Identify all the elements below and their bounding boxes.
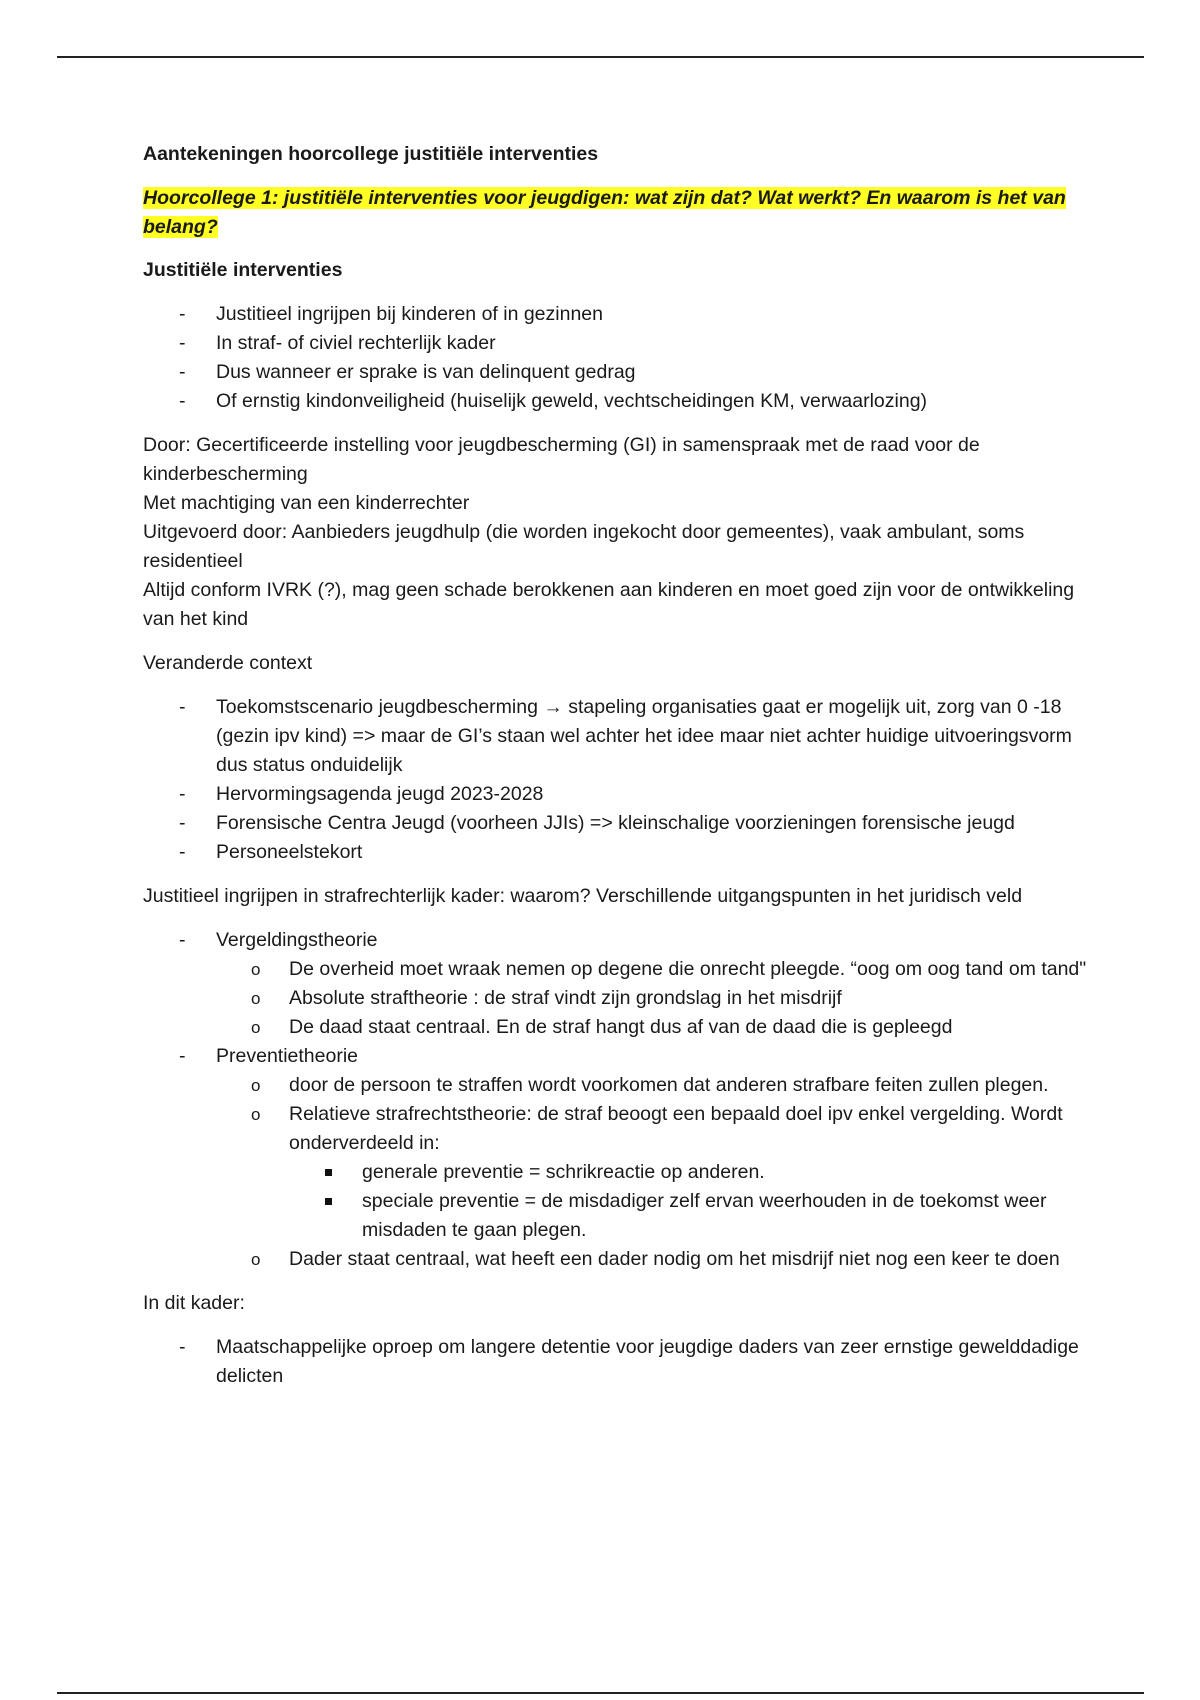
dash-marker: - — [179, 303, 186, 325]
document-title: Aantekeningen hoorcollege justitiële interventies — [143, 143, 599, 165]
circle-marker: o — [251, 1076, 261, 1095]
section-heading-veranderde-context: Veranderde context — [143, 652, 313, 674]
list-item: - Justitieel ingrijpen bij kinderen of in gezinnen — [143, 300, 1088, 329]
list-item: - Forensische Centra Jeugd (voorheen JJIs) => kleinschalige voorzieningen forensische jeugd — [143, 809, 1088, 838]
dash-marker: - — [179, 390, 186, 412]
list-item-vergeldingstheorie: - Vergeldingstheorie o De overheid moet wraak nemen op degene die onrecht pleegde. “oog om oog tand om tand" o Absolute straftheorie : de straf vindt zijn grondslag in het misdrijf o De daad staat centraal. En de straf hangt dus af van de daad die is gepleegd — [143, 926, 1088, 1042]
preventie-points — [216, 1071, 1088, 1274]
paragraph-line: Met machtiging van een kinderrechter — [143, 492, 470, 514]
paragraph-line: Uitgevoerd door: Aanbieders jeugdhulp (die worden ingekocht door gemeentes), vaak ambulant, soms residentieel — [143, 521, 1025, 572]
lecture-heading — [143, 184, 1088, 242]
kader-list — [143, 1333, 1088, 1391]
paragraph-line: Door: Gecertificeerde instelling voor jeugdbescherming (GI) in samenspraak met de raad voor de kinderbescherming — [143, 434, 980, 485]
list-item: - Toekomstscenario jeugdbescherming → stapeling organisaties gaat er mogelijk uit, zorg van 0 -18 (gezin ipv kind) => maar de GI’s staan wel achter het idee maar niet achter huidige uitvoeringsvorm dus status onduidelijk — [143, 693, 1088, 780]
list-item: o Dader staat centraal, wat heeft een dader nodig om het misdrijf niet nog een keer te doen — [216, 1245, 1088, 1274]
dash-marker: - — [179, 841, 186, 863]
square-bullet-icon — [325, 1169, 332, 1176]
list-item: - Maatschappelijke oproep om langere detentie voor jeugdige daders van zeer ernstige gewelddadige delicten — [143, 1333, 1088, 1391]
paragraph-line: Altijd conform IVRK (?), mag geen schade berokkenen aan kinderen en moet goed zijn voor de ontwikkeling van het kind — [143, 579, 1075, 630]
list-item: - In straf- of civiel rechterlijk kader — [143, 329, 1088, 358]
dash-marker: - — [179, 929, 186, 951]
list-item: generale preventie = schrikreactie op anderen. — [289, 1158, 1088, 1187]
circle-marker: o — [251, 1018, 261, 1037]
header-rule — [57, 56, 1144, 58]
circle-marker: o — [251, 960, 261, 979]
list-item: - Hervormingsagenda jeugd 2023-2028 — [143, 780, 1088, 809]
context-list — [143, 693, 1088, 867]
theories-list — [143, 926, 1088, 1274]
vergelding-points — [216, 955, 1088, 1042]
list-item: o De overheid moet wraak nemen op degene die onrecht pleegde. “oog om oog tand om tand" — [216, 955, 1088, 984]
dash-marker: - — [179, 783, 186, 805]
footer-rule — [57, 1692, 1144, 1694]
dash-marker: - — [179, 696, 186, 718]
square-bullet-icon — [325, 1198, 332, 1205]
kader-intro: In dit kader: — [143, 1292, 245, 1314]
dash-marker: - — [179, 812, 186, 834]
section-heading-justitiele-interventies: Justitiële interventies — [143, 259, 343, 281]
dash-marker: - — [179, 361, 186, 383]
lecture-heading-highlight: Hoorcollege 1: justitiële interventies voor jeugdigen: wat zijn dat? Wat werkt? En waarom is het van belang? — [143, 187, 1066, 238]
execution-paragraph — [143, 431, 1088, 634]
list-item: - Personeelstekort — [143, 838, 1088, 867]
circle-marker: o — [251, 989, 261, 1008]
dash-marker: - — [179, 332, 186, 354]
list-item: - Dus wanneer er sprake is van delinquent gedrag — [143, 358, 1088, 387]
circle-marker: o — [251, 1105, 261, 1124]
list-item: o door de persoon te straffen wordt voorkomen dat anderen strafbare feiten zullen plegen. — [216, 1071, 1088, 1100]
dash-marker: - — [179, 1336, 186, 1358]
list-item: - Of ernstig kindonveiligheid (huiselijk geweld, vechtscheidingen KM, verwaarlozing) — [143, 387, 1088, 416]
list-item: o Absolute straftheorie : de straf vindt zijn grondslag in het misdrijf — [216, 984, 1088, 1013]
document-body — [143, 140, 1088, 1406]
list-item: o Relatieve strafrechtstheorie: de straf beoogt een bepaald doel ipv enkel vergelding. Wordt onderverdeeld in: generale preventie = schrikreactie op anderen. speciale preventie = de misdadiger zelf ervan weerhouden in de toekomst weer misdaden te gaan plegen. — [216, 1100, 1088, 1245]
strafrecht-intro: Justitieel ingrijpen in strafrechterlijk kader: waarom? Verschillende uitgangspunten in het juridisch veld — [143, 885, 1023, 907]
circle-marker: o — [251, 1250, 261, 1269]
list-item-preventietheorie: - Preventietheorie o door de persoon te straffen wordt voorkomen dat anderen strafbare feiten zullen plegen. o Relatieve strafrechtstheorie: de straf beoogt een bepaald doel ipv enkel vergelding. Wordt onderverdeeld in: generale preventie = schrikreactie op anderen. speciale preventie = de misdadiger zelf ervan weerhouden in de toekomst weer misdaden te gaan plegen. o Dader staat centraal, wat heeft een dader nodig om het misdrijf niet nog een keer te doen — [143, 1042, 1088, 1274]
preventie-subpoints — [289, 1158, 1088, 1245]
list-item: o De daad staat centraal. En de straf hangt dus af van de daad die is gepleegd — [216, 1013, 1088, 1042]
dash-marker: - — [179, 1045, 186, 1067]
list-item: speciale preventie = de misdadiger zelf ervan weerhouden in de toekomst weer misdaden te gaan plegen. — [289, 1187, 1088, 1245]
interventions-list — [143, 300, 1088, 416]
